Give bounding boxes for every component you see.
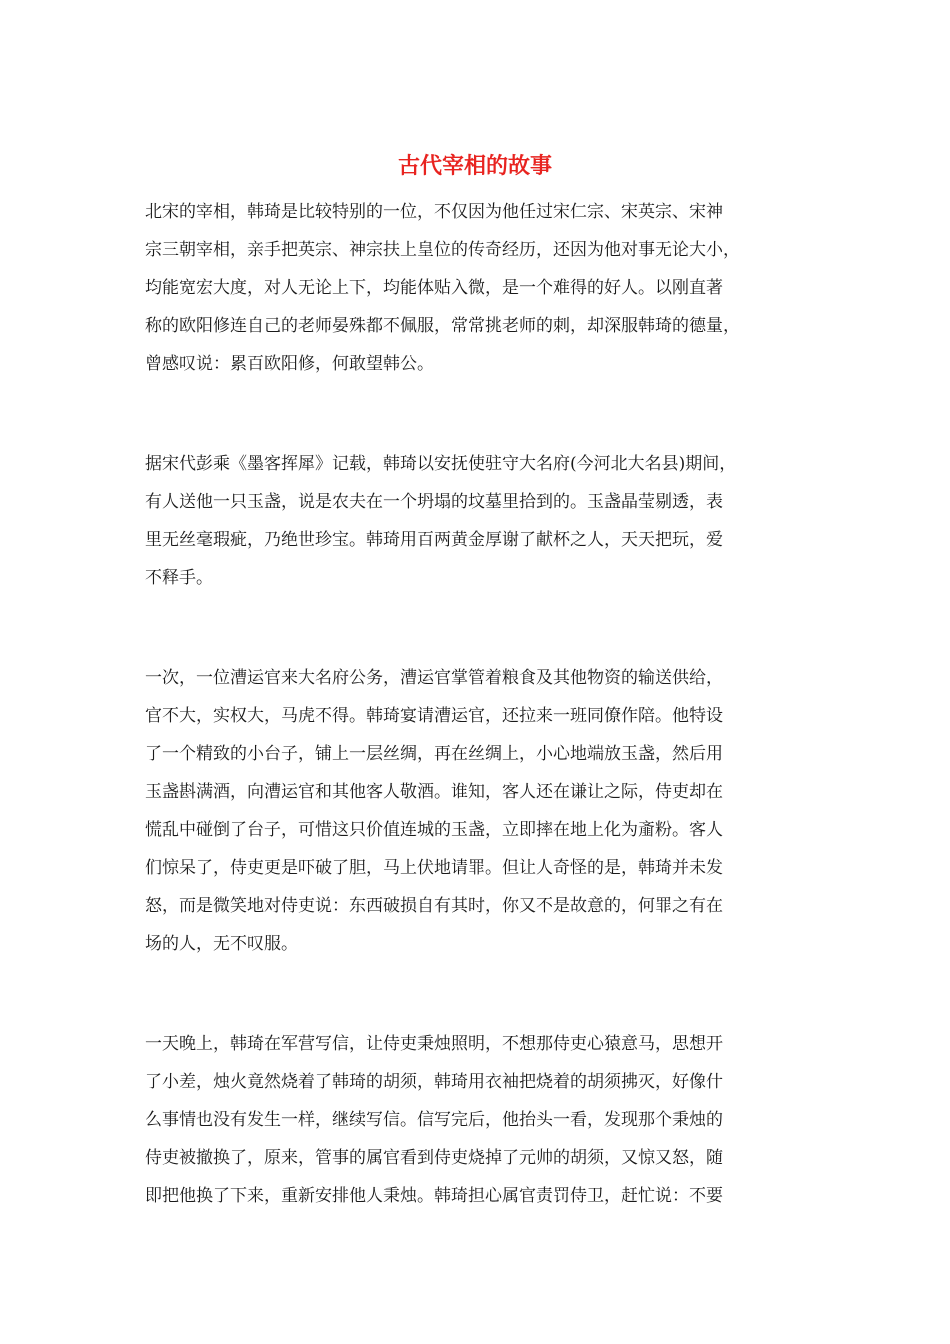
text-line: 侍吏被撤换了，原来，管事的属官看到侍吏烧掉了元帅的胡须，又惊又怒，随 — [145, 1148, 723, 1168]
text-line: 了一个精致的小台子，铺上一层丝绸，再在丝绸上，小心地端放玉盏，然后用 — [145, 744, 723, 764]
text-line: 怒，而是微笑地对侍吏说：东西破损自有其时，你又不是故意的，何罪之有在 — [145, 896, 723, 916]
text-line: 场的人，无不叹服。 — [145, 934, 298, 954]
text-line: 玉盏斟满酒，向漕运官和其他客人敬酒。谁知，客人还在谦让之际，侍吏却在 — [145, 782, 723, 802]
paragraph-3 — [145, 659, 810, 963]
paragraph-1 — [145, 193, 810, 383]
text-line: 宗三朝宰相，亲手把英宗、神宗扶上皇位的传奇经历，还因为他对事无论大小， — [145, 240, 740, 260]
paragraph-4 — [145, 1025, 810, 1215]
text-line: 一天晚上，韩琦在军营写信，让侍吏秉烛照明，不想那侍吏心猿意马，思想开 — [145, 1034, 723, 1054]
paragraph-2 — [145, 445, 810, 597]
text-line: 们惊呆了，侍吏更是吓破了胆，马上伏地请罪。但让人奇怪的是，韩琦并未发 — [145, 858, 723, 878]
text-line: 曾感叹说：累百欧阳修，何敢望韩公。 — [145, 354, 434, 374]
text-line: 即把他换了下来，重新安排他人秉烛。韩琦担心属官责罚侍卫，赶忙说：不要 — [145, 1186, 723, 1206]
text-line: 里无丝毫瑕疵，乃绝世珍宝。韩琦用百两黄金厚谢了献杯之人，天天把玩，爱 — [145, 530, 723, 550]
text-line: 么事情也没有发生一样，继续写信。信写完后，他抬头一看，发现那个秉烛的 — [145, 1110, 723, 1130]
text-line: 一次，一位漕运官来大名府公务，漕运官掌管着粮食及其他物资的输送供给， — [145, 668, 723, 688]
document-title: 古代宰相的故事 — [397, 153, 552, 179]
text-line: 称的欧阳修连自己的老师晏殊都不佩服，常常挑老师的刺，却深服韩琦的德量， — [145, 316, 740, 336]
text-line: 有人送他一只玉盏，说是农夫在一个坍塌的坟墓里拾到的。玉盏晶莹剔透，表 — [145, 492, 723, 512]
text-line: 慌乱中碰倒了台子，可惜这只价值连城的玉盏，立即摔在地上化为齑粉。客人 — [145, 820, 723, 840]
text-line: 均能宽宏大度，对人无论上下，均能体贴入微，是一个难得的好人。以刚直著 — [145, 278, 723, 298]
text-line: 北宋的宰相，韩琦是比较特别的一位，不仅因为他任过宋仁宗、宋英宗、宋神 — [145, 202, 723, 222]
text-line: 官不大，实权大，马虎不得。韩琦宴请漕运官，还拉来一班同僚作陪。他特设 — [145, 706, 723, 726]
text-line: 不释手。 — [145, 568, 213, 588]
text-line: 据宋代彭乘《墨客挥犀》记载，韩琦以安抚使驻守大名府(今河北大名县)期间， — [145, 454, 737, 474]
text-line: 了小差，烛火竟然烧着了韩琦的胡须，韩琦用衣袖把烧着的胡须拂灭，好像什 — [145, 1072, 723, 1092]
